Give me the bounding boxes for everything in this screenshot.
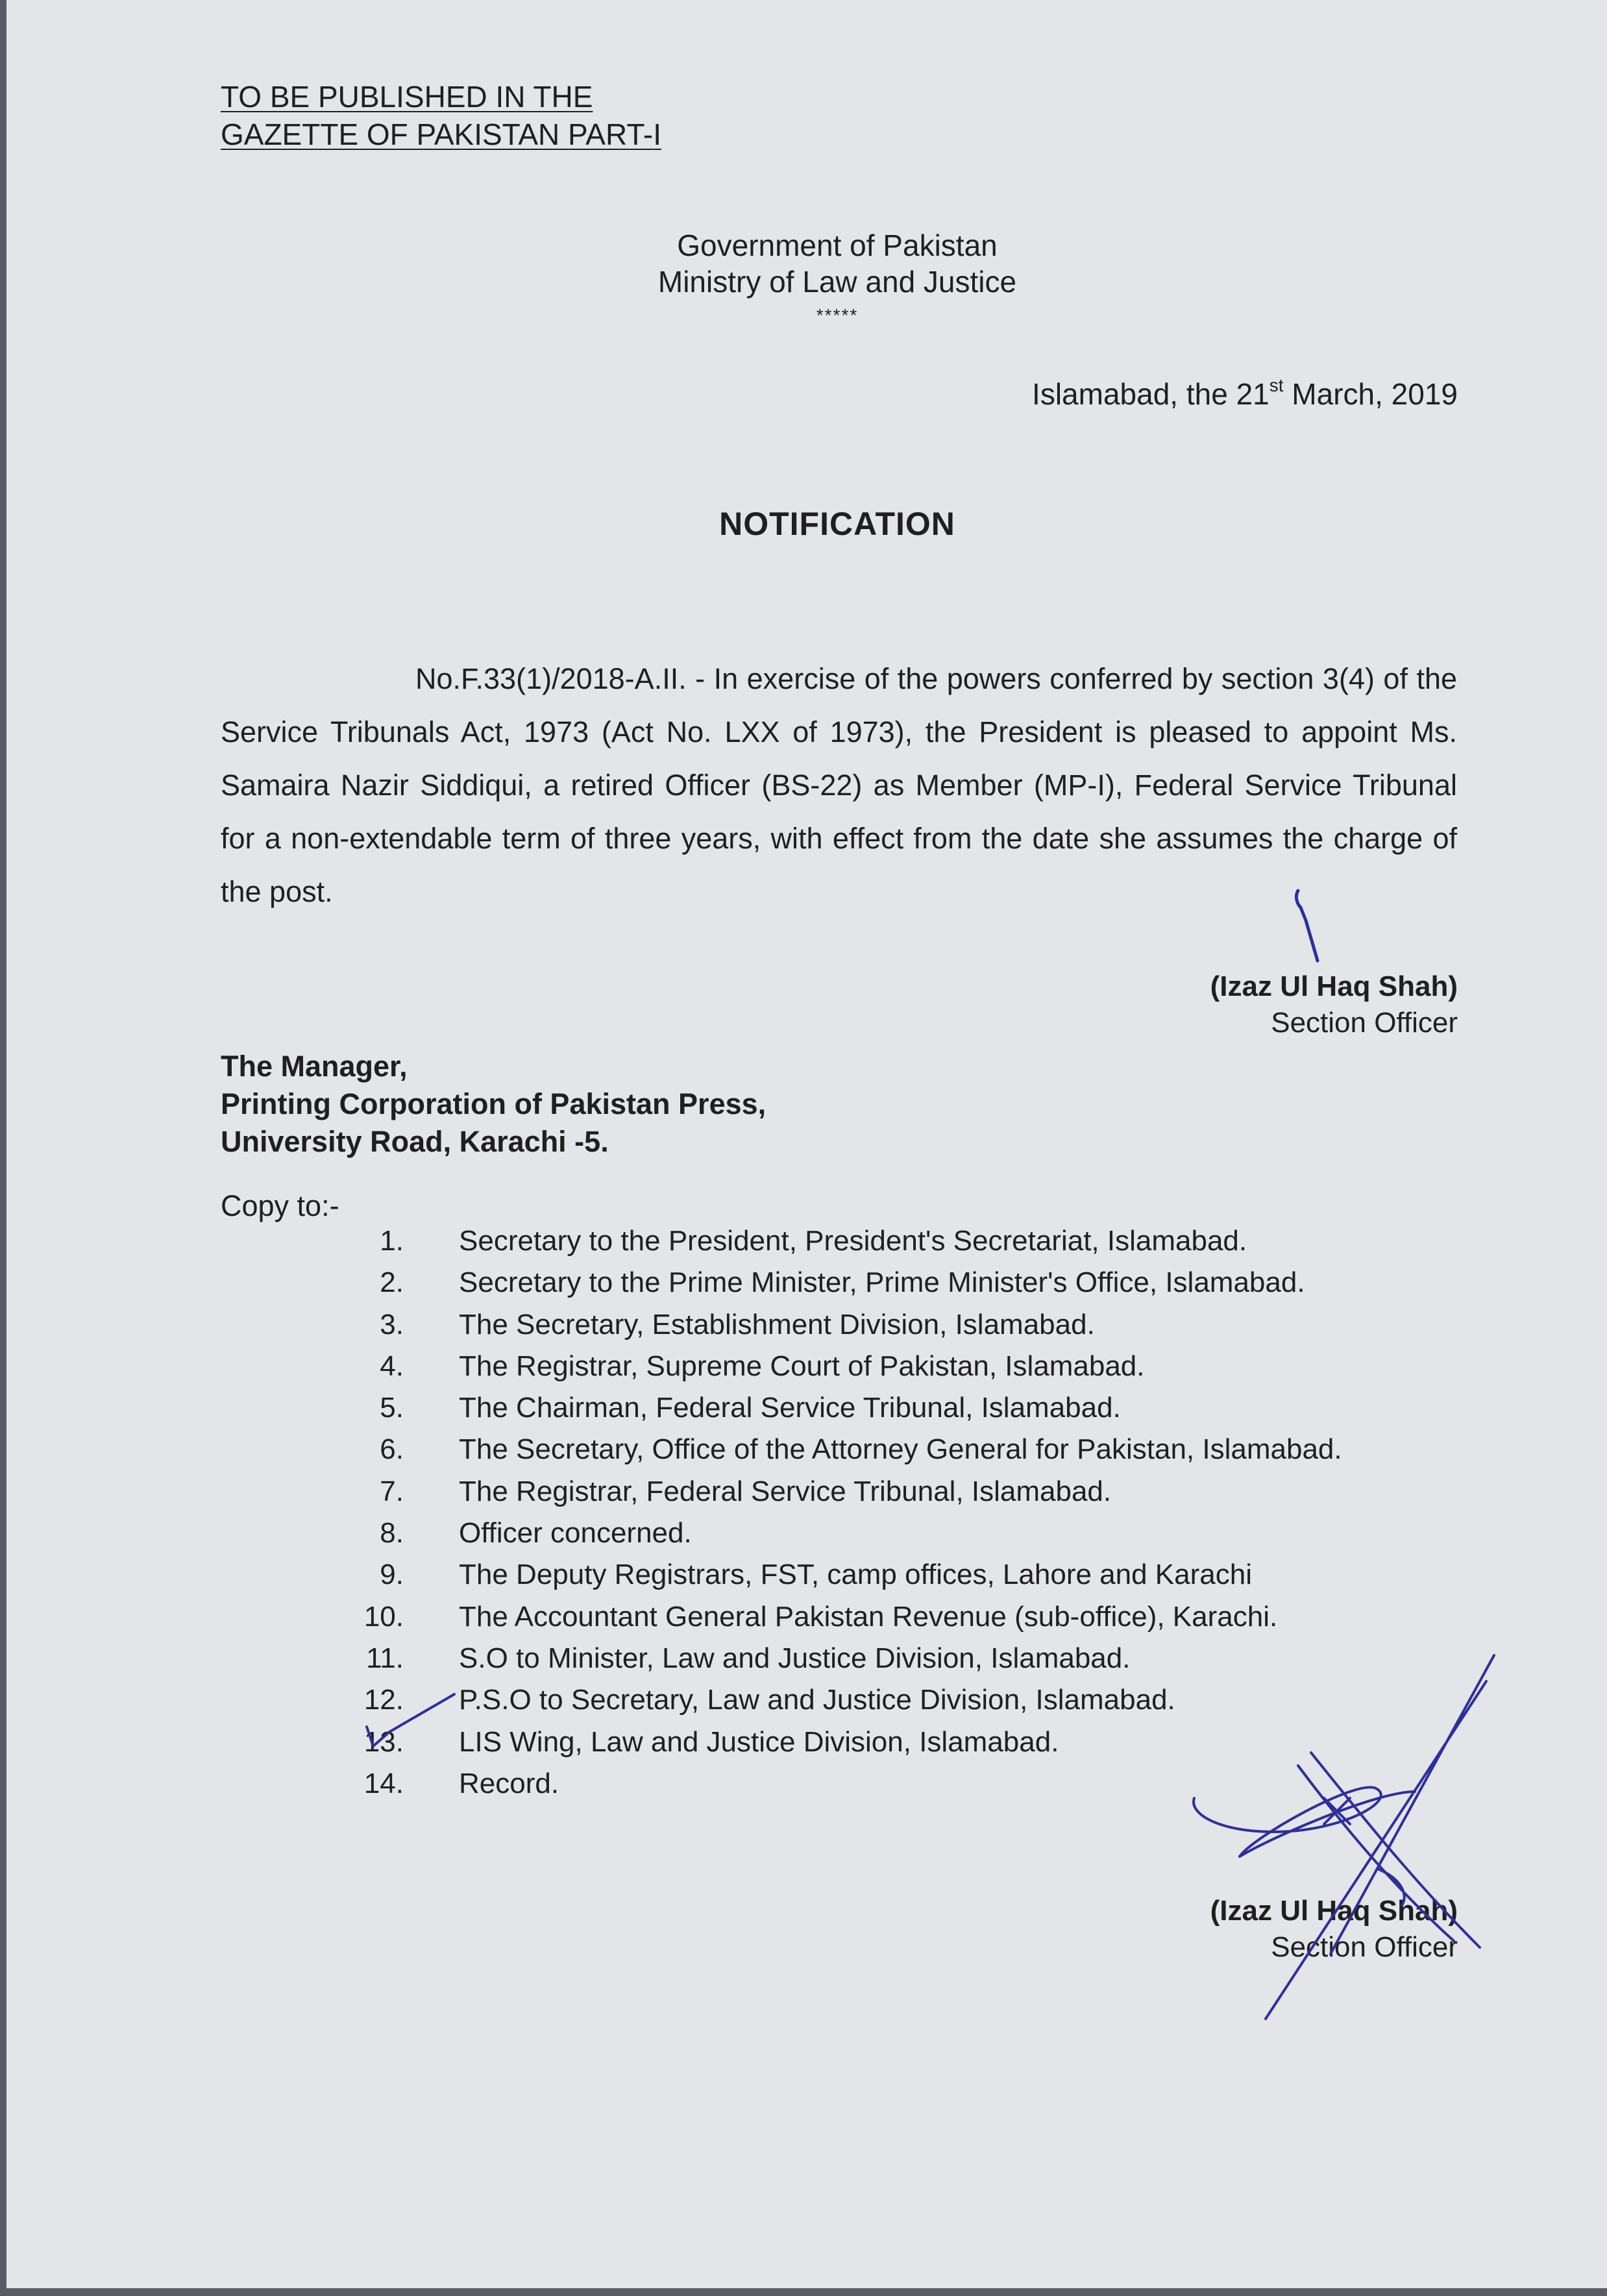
signature-block-top: [1210, 969, 1458, 1041]
list-item-number: 10.: [363, 1600, 404, 1633]
list-item-text: The Deputy Registrars, FST, camp offices, Lahore and Karachi: [459, 1559, 1252, 1591]
date-suffix: March, 2019: [1283, 377, 1458, 411]
list-item-text: LIS Wing, Law and Justice Division, Islamabad.: [459, 1725, 1059, 1758]
addressee-line-2: Printing Corporation of Pakistan Press,: [221, 1087, 767, 1120]
list-item-number: 8.: [380, 1517, 404, 1549]
list-item-text: The Registrar, Supreme Court of Pakistan, Islamabad.: [459, 1350, 1145, 1382]
gazette-line-2: GAZETTE OF PAKISTAN PART-I: [221, 117, 662, 151]
list-item-number: 7.: [380, 1475, 404, 1507]
list-item: [363, 1512, 1342, 1554]
list-item-text: Record.: [459, 1767, 559, 1799]
list-item-number: 9.: [380, 1559, 404, 1591]
list-item: [363, 1722, 1342, 1763]
addressee-block: [221, 1048, 766, 1161]
issuing-authority: [584, 227, 1090, 300]
gazette-heading: [221, 78, 661, 153]
date-ordinal: st: [1269, 375, 1284, 395]
list-item: [363, 1262, 1342, 1303]
list-item-text: The Chairman, Federal Service Tribunal, Islamabad.: [459, 1392, 1121, 1424]
list-item: [363, 1596, 1342, 1638]
list-item: [363, 1679, 1342, 1721]
list-item: [363, 1554, 1342, 1596]
list-item: [363, 1638, 1342, 1679]
list-item-number: 12.: [363, 1684, 404, 1716]
list-item: [363, 1387, 1342, 1429]
notification-title: NOTIFICATION: [719, 506, 955, 542]
list-item-number: 1.: [380, 1225, 404, 1257]
list-item: [363, 1471, 1342, 1512]
signatory-name-bottom: (Izaz Ul Haq Shah): [1210, 1895, 1458, 1927]
list-item: [363, 1763, 1342, 1805]
issue-date: [1032, 376, 1458, 412]
addressee-line-3: University Road, Karachi -5.: [221, 1125, 609, 1158]
list-item: [363, 1429, 1342, 1470]
list-item-text: Secretary to the President, President's Secretariat, Islamabad.: [459, 1225, 1247, 1257]
list-item-text: The Secretary, Office of the Attorney General for Pakistan, Islamabad.: [459, 1433, 1342, 1466]
addressee-line-1: The Manager,: [221, 1050, 408, 1083]
signature-block-bottom: [1210, 1893, 1458, 1966]
list-item-number: 11.: [366, 1642, 404, 1674]
list-item-number: 5.: [380, 1392, 404, 1424]
list-item-text: S.O to Minister, Law and Justice Division, Islamabad.: [459, 1642, 1131, 1674]
list-item-number: 3.: [380, 1308, 404, 1340]
list-item-number: 4.: [380, 1350, 404, 1382]
list-item-text: P.S.O to Secretary, Law and Justice Division, Islamabad.: [459, 1684, 1175, 1716]
copy-to-label: Copy to:-: [221, 1189, 339, 1222]
list-item-text: The Accountant General Pakistan Revenue (sub-office), Karachi.: [459, 1600, 1278, 1633]
date-prefix: Islamabad, the 21: [1032, 377, 1270, 411]
list-item-text: The Registrar, Federal Service Tribunal, Islamabad.: [459, 1475, 1112, 1507]
ministry-name: Ministry of Law and Justice: [657, 265, 1017, 299]
notification-body: No.F.33(1)/2018-A.II. - In exercise of the powers conferred by section 3(4) of the Service Tribunals Act, 1973 (Act No. LXX of 1973), the President is pleased to appoint Ms. Samaira Nazir Siddiqui, a retired Officer (BS-22) as Member (MP-I), Federal Service Tribunal for a non-extendable term of three years, with effect from the date she assumes the charge of the post.: [221, 662, 1457, 908]
copy-to-list: [363, 1220, 1342, 1805]
list-item: [363, 1346, 1342, 1387]
list-item-text: Officer concerned.: [459, 1517, 692, 1549]
scan-edge-bottom: [0, 2288, 1607, 2296]
signatory-name: (Izaz Ul Haq Shah): [1210, 970, 1458, 1002]
list-item-number: 2.: [380, 1266, 404, 1299]
signatory-designation-bottom: Section Officer: [1271, 1931, 1458, 1963]
list-item-number: 13.: [363, 1725, 404, 1758]
government-name: Government of Pakistan: [677, 228, 998, 262]
list-item-text: The Secretary, Establishment Division, Islamabad.: [459, 1308, 1095, 1340]
separator-stars: *****: [816, 305, 859, 325]
list-item-number: 6.: [380, 1433, 404, 1466]
gazette-line-1: TO BE PUBLISHED IN THE: [221, 80, 593, 114]
list-item-number: 14.: [363, 1767, 404, 1799]
list-item: [363, 1220, 1342, 1262]
signatory-designation: Section Officer: [1271, 1007, 1458, 1039]
list-item-text: Secretary to the Prime Minister, Prime Minister's Office, Islamabad.: [459, 1266, 1305, 1299]
scan-edge-left: [0, 0, 6, 2296]
list-item: [363, 1304, 1342, 1346]
